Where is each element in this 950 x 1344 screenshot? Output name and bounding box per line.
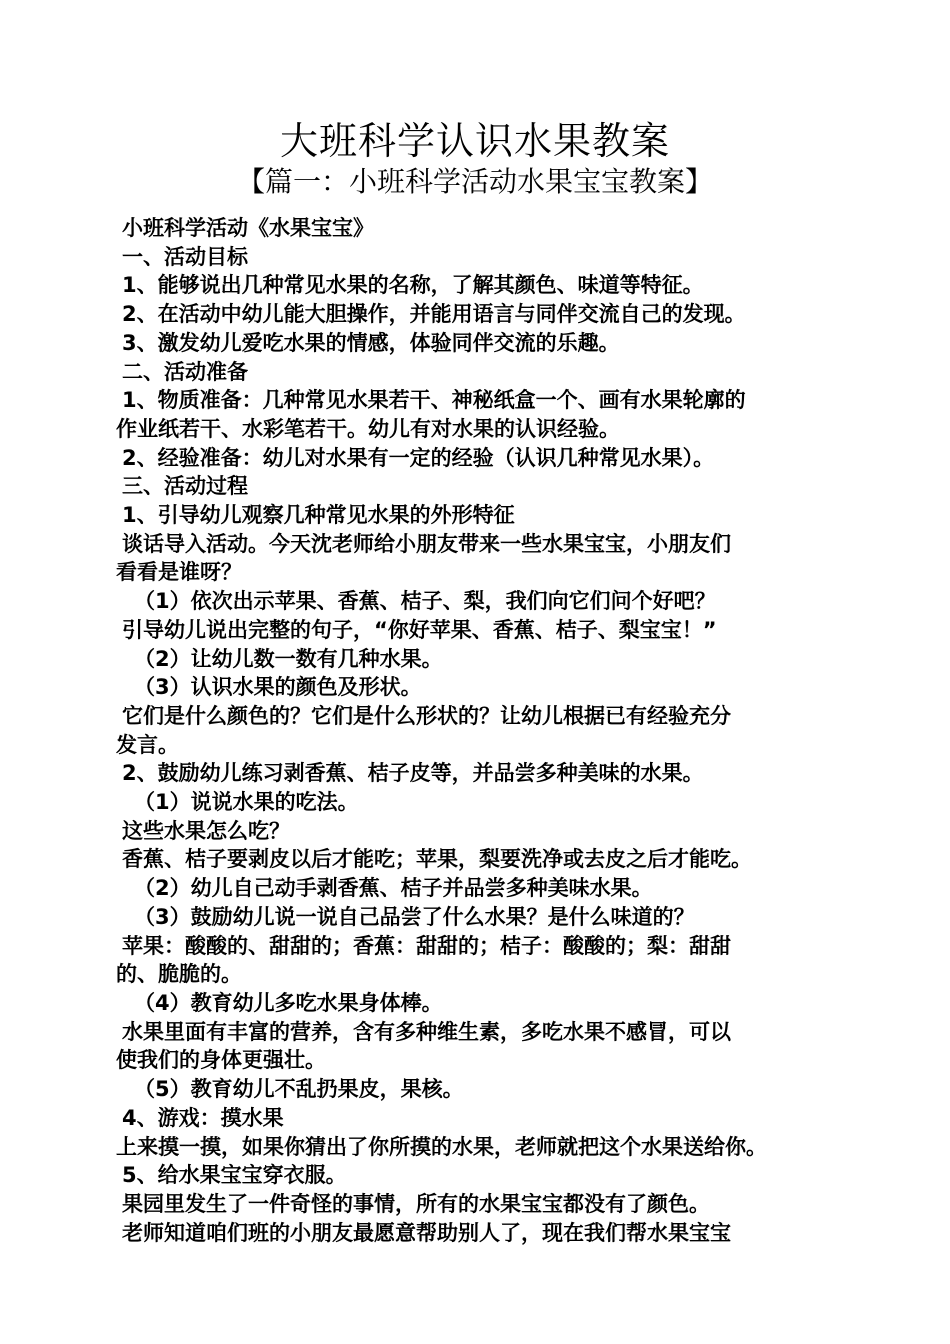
section-heading: 三、活动过程 — [122, 474, 248, 499]
paragraph-line: （2）幼儿自己动手剥香蕉、桔子并品尝多种美味水果。 — [134, 876, 653, 901]
paragraph-line: 老师知道咱们班的小朋友最愿意帮助别人了，现在我们帮水果宝宝 — [122, 1220, 731, 1245]
document-body — [116, 214, 846, 1247]
paragraph-line: （3）认识水果的颜色及形状。 — [134, 675, 422, 700]
paragraph-line: （5）教育幼儿不乱扔果皮，果核。 — [134, 1077, 464, 1102]
paragraph-line: （4）教育幼儿多吃水果身体棒。 — [134, 990, 443, 1015]
paragraph-line: 4、游戏：摸水果 — [122, 1105, 284, 1130]
paragraph-line: 2、在活动中幼儿能大胆操作，并能用语言与同伴交流自己的发现。 — [122, 302, 746, 327]
section-heading: 一、活动目标 — [122, 244, 248, 269]
section-heading: 二、活动准备 — [122, 359, 248, 384]
paragraph-line: 1、能够说出几种常见水果的名称，了解其颜色、味道等特征。 — [122, 273, 704, 298]
paragraph-line: 这些水果怎么吃？ — [122, 818, 290, 843]
paragraph-line: 香蕉、桔子要剥皮以后才能吃；苹果，梨要洗净或去皮之后才能吃。 — [122, 847, 752, 872]
document-title: 大班科学认识水果教案 — [279, 119, 670, 163]
paragraph-line: 苹果：酸酸的、甜甜的；香蕉：甜甜的；桔子：酸酸的；梨：甜甜 — [122, 933, 731, 958]
paragraph-line: 2、经验准备：幼儿对水果有一定的经验（认识几种常见水果）。 — [122, 445, 715, 470]
paragraph-line: （2）让幼儿数一数有几种水果。 — [134, 646, 443, 671]
paragraph-line: 果园里发生了一件奇怪的事情，所有的水果宝宝都没有了颜色。 — [122, 1191, 710, 1216]
paragraph-line: 3、激发幼儿爱吃水果的情感，体验同伴交流的乐趣。 — [122, 330, 620, 355]
paragraph-line: 发言。 — [116, 732, 179, 757]
paragraph-line: 2、鼓励幼儿练习剥香蕉、桔子皮等，并品尝多种美味的水果。 — [122, 761, 704, 786]
paragraph-line: 水果里面有丰富的营养，含有多种维生素，多吃水果不感冒，可以 — [122, 1019, 731, 1044]
paragraph-line: （1）说说水果的吃法。 — [134, 790, 359, 815]
document-subtitle: 【篇一：小班科学活动水果宝宝教案】 — [236, 165, 713, 198]
paragraph-line: 上来摸一摸，如果你猜出了你所摸的水果，老师就把这个水果送给你。 — [116, 1134, 767, 1159]
paragraph-line: 谈话导入活动。今天沈老师给小朋友带来一些水果宝宝，小朋友们 — [122, 531, 731, 556]
paragraph-line: 1、物质准备：几种常见水果若干、神秘纸盒一个、画有水果轮廓的 — [122, 388, 746, 413]
paragraph-line: 小班科学活动《水果宝宝》 — [122, 216, 374, 240]
paragraph-line: 5、给水果宝宝穿衣服。 — [122, 1163, 347, 1188]
paragraph-line: 1、引导幼儿观察几种常见水果的外形特征 — [122, 503, 515, 528]
paragraph-line: （3）鼓励幼儿说一说自己品尝了什么水果？是什么味道的？ — [134, 904, 695, 929]
paragraph-line: 它们是什么颜色的？它们是什么形状的？让幼儿根据已有经验充分 — [122, 703, 731, 728]
paragraph-line: 使我们的身体更强壮。 — [116, 1048, 326, 1073]
paragraph-line: 引导幼儿说出完整的句子，“你好苹果、香蕉、桔子、梨宝宝！” — [122, 617, 717, 642]
paragraph-line: 作业纸若干、水彩笔若干。幼儿有对水果的认识经验。 — [116, 416, 620, 441]
paragraph-line: （1）依次出示苹果、香蕉、桔子、梨，我们向它们问个好吧？ — [134, 589, 716, 614]
paragraph-line: 看看是谁呀？ — [116, 560, 242, 585]
paragraph-line: 的、脆脆的。 — [116, 962, 242, 987]
